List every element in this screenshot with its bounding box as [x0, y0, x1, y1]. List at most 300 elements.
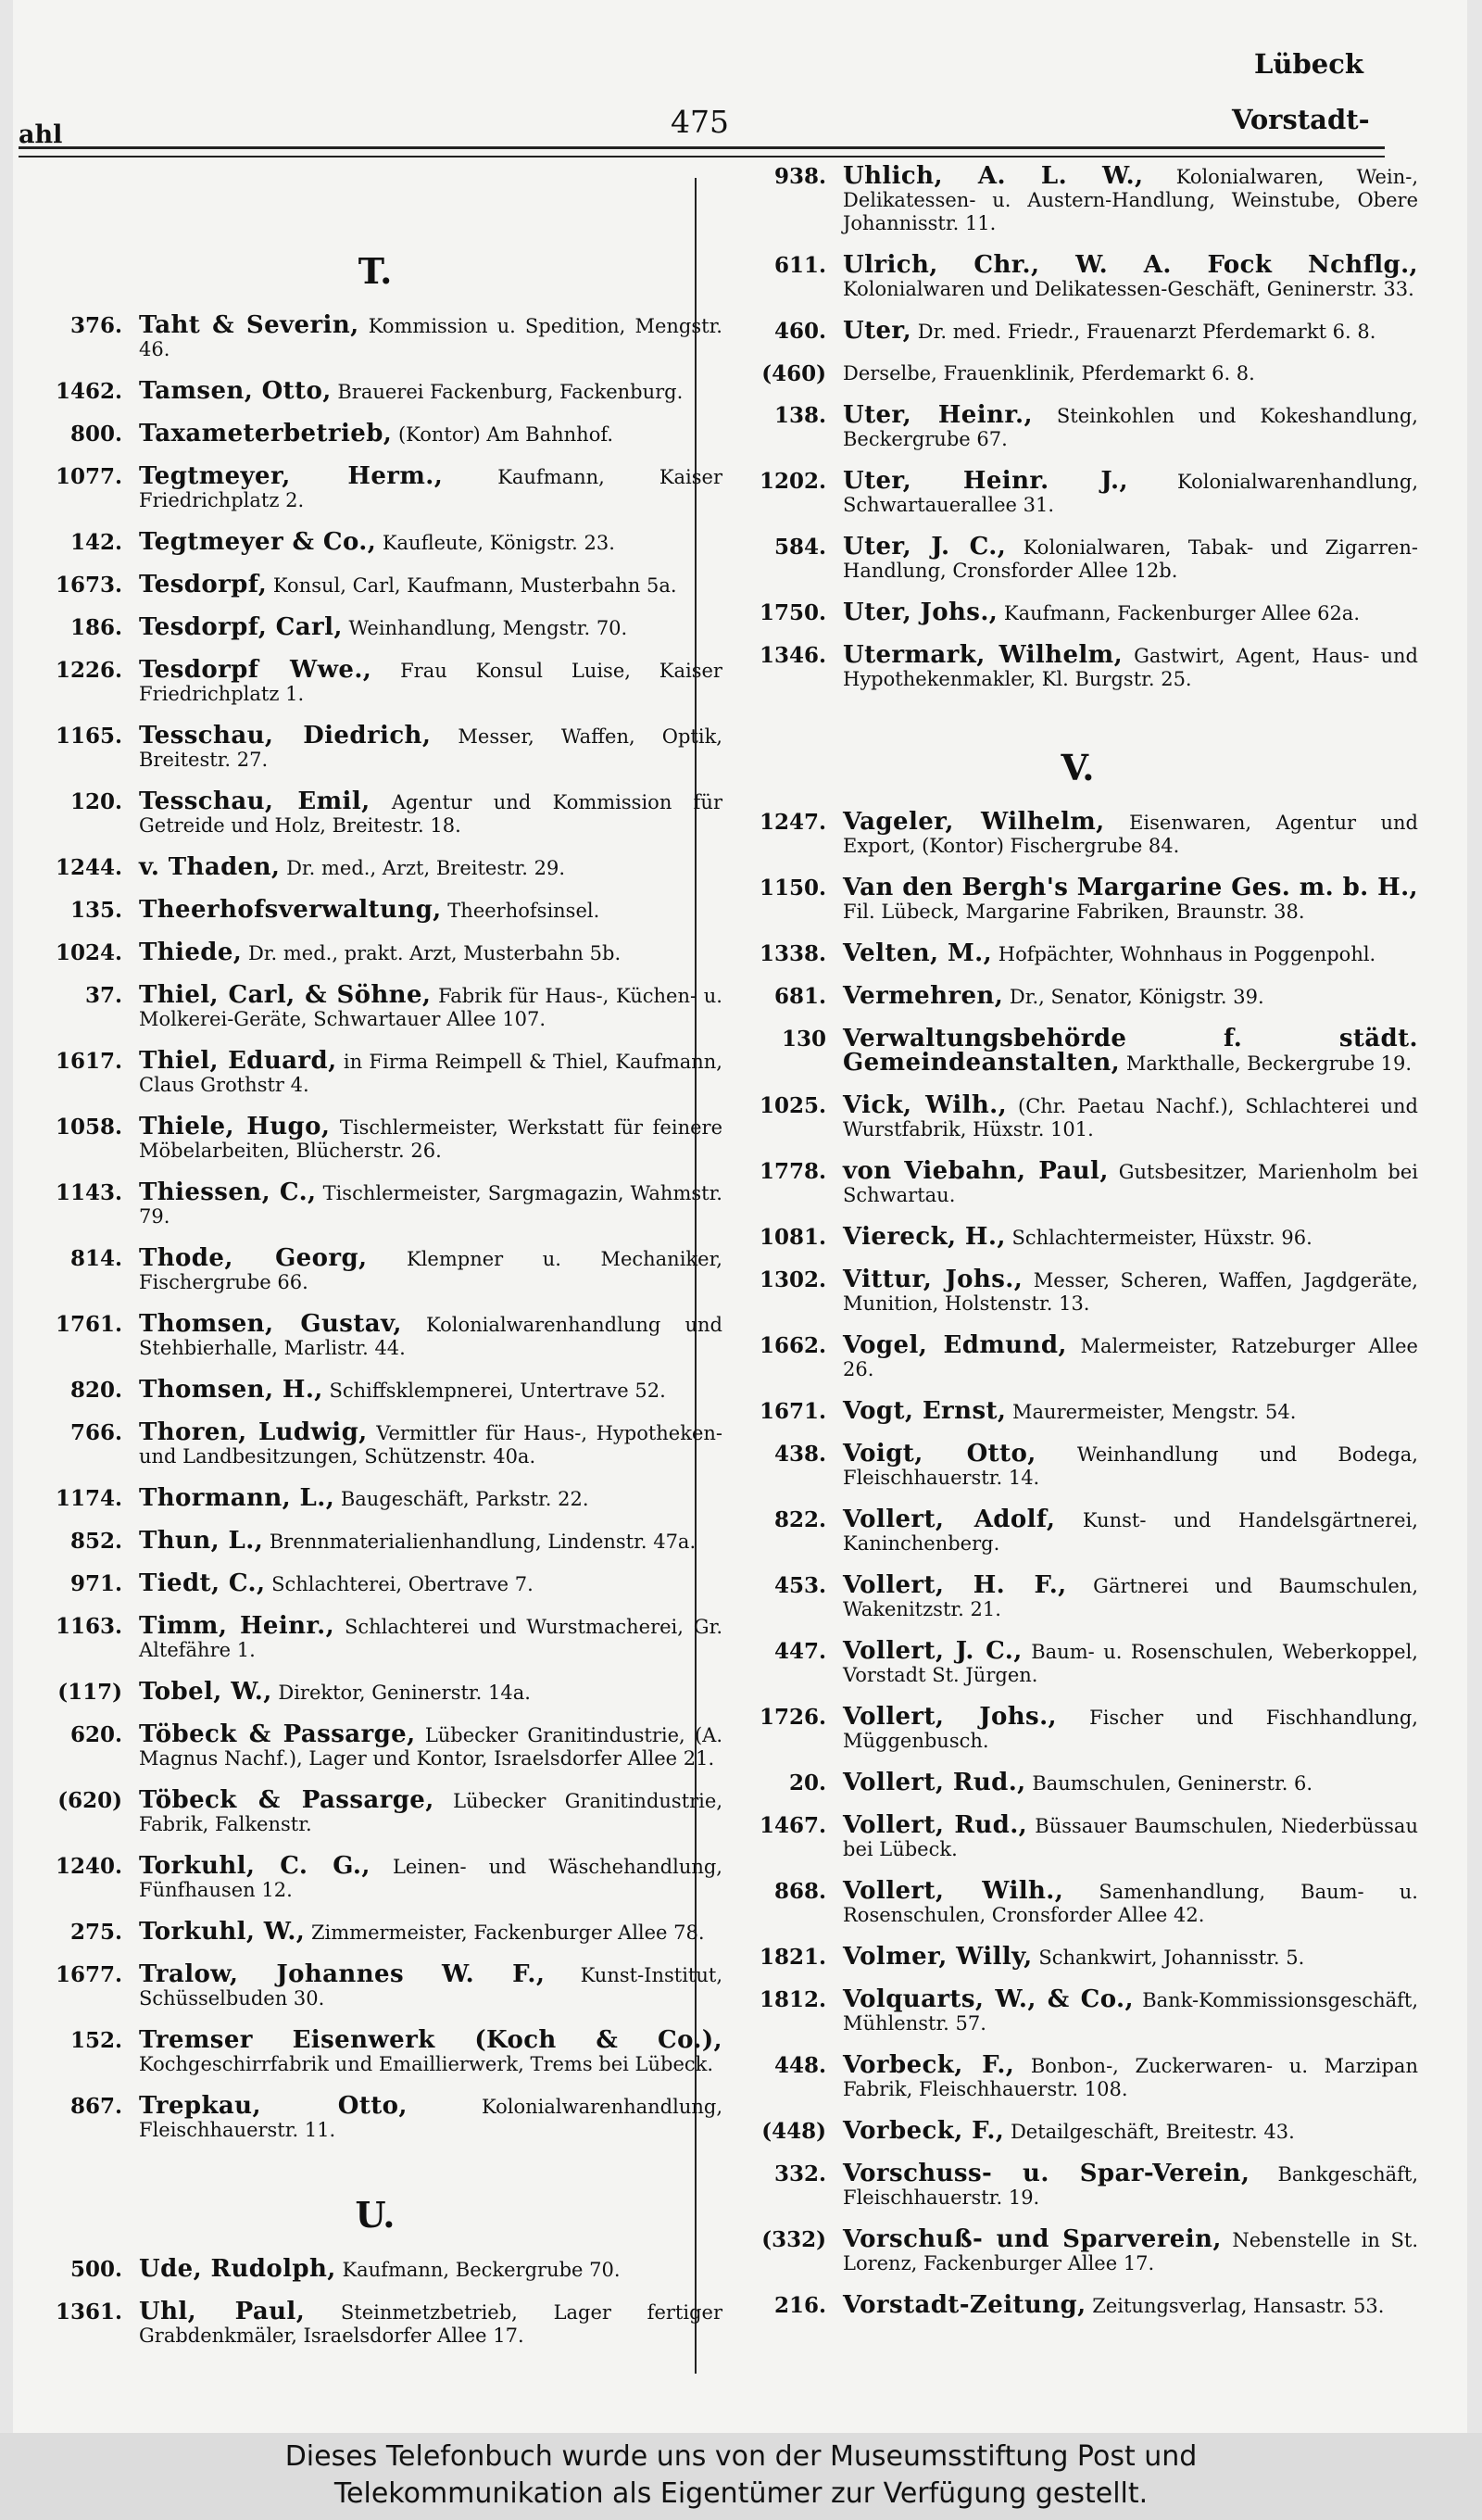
subscriber-details: Nebenstelle in St. Lorenz, Fackenburger Allee 17. — [843, 2229, 1418, 2274]
entry-text — [843, 251, 1418, 301]
entry-text — [139, 1178, 722, 1228]
entry-text — [843, 1091, 1418, 1141]
entry-text — [843, 982, 1418, 1010]
directory-entry — [737, 808, 1418, 858]
directory-entry — [28, 896, 722, 924]
subscriber-details: Schlachterei und Wurstmacherei, Gr. Altefähre 1. — [139, 1616, 722, 1661]
phone-number: 1812. — [759, 1987, 826, 2012]
header-rule — [19, 146, 1385, 149]
phone-number: 20. — [788, 1770, 826, 1796]
subscriber-name: v. Thaden, — [139, 853, 281, 881]
subscriber-details: Kaufmann, Beckergrube 70. — [342, 2259, 621, 2281]
entry-text — [843, 162, 1418, 235]
page-number: 475 — [671, 104, 729, 140]
phone-number: 611. — [773, 253, 826, 278]
subscriber-name: Vorschuss- u. Spar-Verein, — [843, 2160, 1250, 2187]
phone-number: 1240. — [55, 1854, 122, 1879]
left-column — [28, 250, 722, 2366]
footer-line-1: Dieses Telefonbuch wurde uns von der Museumsstiftung Post und — [284, 2440, 1198, 2473]
subscriber-details: Büssauer Baumschulen, Niederbüssau bei Lübeck. — [843, 1815, 1418, 1860]
subscriber-name: Uter, — [843, 317, 912, 345]
subscriber-name: Vogel, Edmund, — [843, 1331, 1067, 1359]
subscriber-details: Leinen- und Wäschehandlung, Fünfhausen 12. — [139, 1856, 722, 1901]
subscriber-details: Weinhandlung, Mengstr. 70. — [348, 617, 628, 639]
directory-entry — [737, 1811, 1418, 1861]
subscriber-details: Samenhandlung, Baum- u. Rosenschulen, Cronsforder Allee 42. — [843, 1881, 1418, 1926]
entry-text — [843, 1157, 1418, 1207]
directory-entry — [28, 1852, 722, 1902]
entry-text — [843, 1771, 1418, 1796]
directory-entry — [737, 1223, 1418, 1251]
subscriber-details: Dr. med. Friedr., Frauenarzt Pferdemarkt 6. 8. — [917, 321, 1376, 343]
subscriber-name: Thun, L., — [139, 1527, 264, 1555]
subscriber-name: Ude, Rudolph, — [139, 2255, 336, 2283]
entry-text — [139, 1484, 722, 1512]
directory-entry — [28, 790, 722, 838]
subscriber-details: Kaufmann, Kaiser Friedrichplatz 2. — [139, 466, 722, 511]
subscriber-name: Tegtmeyer, Herm., — [139, 462, 444, 490]
subscriber-details: Kolonialwarenhandlung und Stehbierhalle, Marlistr. 44. — [139, 1314, 722, 1359]
subscriber-name: Thiel, Eduard, — [139, 1047, 337, 1075]
subscriber-details: Gastwirt, Agent, Haus- und Hypothekenmakler, Kl. Burgstr. 25. — [843, 645, 1418, 690]
subscriber-name: Tesdorpf Wwe., — [139, 656, 372, 684]
subscriber-details: Dr., Senator, Königstr. 39. — [1009, 986, 1264, 1008]
subscriber-details: (Kontor) Am Bahnhof. — [397, 423, 614, 446]
subscriber-name: Uhl, Paul, — [139, 2298, 306, 2325]
directory-entry — [737, 939, 1418, 967]
subscriber-details: Messer, Scheren, Waffen, Jagdgeräte, Munition, Holstenstr. 13. — [843, 1269, 1418, 1315]
subscriber-details: Kolonialwaren, Wein-, Delikatessen- u. Austern-Handlung, Weinstube, Obere Johannisstr. 11. — [843, 166, 1418, 234]
subscriber-name: Tesschau, Emil, — [139, 788, 370, 815]
phone-number: 130 — [781, 1027, 826, 1052]
entry-text — [139, 1418, 723, 1468]
phone-number: 216. — [773, 2293, 826, 2318]
entry-text — [139, 790, 722, 838]
subscriber-name: Vollert, Rud., — [843, 1769, 1026, 1796]
phone-number: 438. — [773, 1442, 826, 1467]
subscriber-details: in Firma Reimpell & Thiel, Kaufmann, Claus Grothstr 4. — [139, 1051, 722, 1096]
entry-text — [843, 2225, 1418, 2275]
subscriber-details: Tischlermeister, Sargmagazin, Wahmstr. 79. — [139, 1182, 722, 1228]
phone-number: 1462. — [55, 379, 122, 404]
entry-text — [139, 1786, 722, 1836]
phone-number: 867. — [69, 2094, 122, 2119]
phone-number: 820. — [69, 1378, 122, 1403]
directory-entry — [28, 1720, 722, 1770]
directory-entry — [28, 1527, 722, 1555]
phone-number: 1302. — [759, 1267, 826, 1292]
subscriber-name: Tamsen, Otto, — [139, 377, 332, 405]
running-head-right: Vorstadt- — [1232, 104, 1370, 135]
phone-number: 37. — [84, 983, 122, 1008]
subscriber-details: Kolonialwarenhandlung, Fleischhauerstr. 11. — [139, 2096, 722, 2141]
entry-text — [843, 1811, 1418, 1861]
entry-text — [843, 2162, 1418, 2210]
entry-text — [843, 2051, 1418, 2101]
entry-text — [843, 641, 1418, 691]
subscriber-name: Trepkau, Otto, — [139, 2092, 408, 2120]
subscriber-name: Thode, Georg, — [139, 1244, 368, 1272]
subscriber-name: Timm, Heinr., — [139, 1612, 335, 1640]
right-column — [737, 162, 1418, 2337]
entry-text — [843, 1223, 1418, 1251]
directory-entry — [28, 1918, 722, 1946]
subscriber-details: Bankgeschäft, Fleischhauerstr. 19. — [843, 2163, 1418, 2209]
phone-number: 938. — [773, 164, 826, 189]
subscriber-details: Fil. Lübeck, Margarine Fabriken, Braunstr. 38. — [843, 901, 1305, 923]
subscriber-details: Direktor, Geninerstr. 14a. — [278, 1682, 531, 1704]
directory-entry — [737, 1508, 1418, 1556]
phone-number: (460) — [761, 361, 826, 386]
directory-entry — [28, 981, 722, 1031]
directory-entry — [737, 533, 1418, 583]
phone-number: 1163. — [55, 1614, 122, 1639]
entry-text — [139, 2255, 722, 2283]
directory-entry — [737, 641, 1418, 691]
subscriber-details: Kommission u. Spedition, Mengstr. 46. — [139, 315, 722, 360]
directory-entry — [737, 401, 1418, 451]
directory-entry — [28, 1786, 722, 1836]
subscriber-name: Verwaltungsbehörde f. städt. Gemeindeanstalten, — [843, 1025, 1418, 1077]
phone-number: 447. — [773, 1639, 826, 1664]
phone-number: (620) — [57, 1788, 122, 1813]
directory-entry — [28, 1310, 722, 1360]
entry-text — [139, 462, 722, 512]
phone-number: 1174. — [55, 1486, 122, 1511]
subscriber-details: Gärtnerei und Baumschulen, Wakenitzstr. 21. — [843, 1575, 1418, 1620]
directory-entry — [28, 853, 722, 881]
entry-text — [139, 528, 722, 556]
phone-number: 1750. — [759, 600, 826, 625]
directory-entry — [28, 528, 722, 556]
subscriber-name: Vittur, Johs., — [843, 1266, 1024, 1293]
subscriber-name: Tesdorpf, Carl, — [139, 613, 343, 641]
directory-entry — [28, 1484, 722, 1512]
subscriber-details: Tischlermeister, Werkstatt für feinere Möbelarbeiten, Blücherstr. 26. — [139, 1116, 722, 1162]
phone-number: 152. — [69, 2028, 122, 2053]
subscriber-details: Lübecker Granitindustrie, (A. Magnus Nachf.), Lager und Kontor, Israelsdorfer Allee 21. — [139, 1724, 722, 1770]
entry-text — [139, 853, 722, 881]
entry-text — [843, 1508, 1418, 1556]
entry-text — [139, 377, 722, 405]
section-t-list — [28, 311, 723, 2142]
directory-entry — [737, 876, 1418, 924]
phone-number: 584. — [773, 535, 826, 560]
phone-number: 620. — [69, 1722, 122, 1747]
phone-number: 120. — [69, 789, 122, 814]
directory-entry — [737, 162, 1418, 235]
directory-entry — [737, 598, 1418, 626]
phone-number: 852. — [69, 1529, 122, 1554]
directory-entry — [737, 2117, 1418, 2145]
entry-text — [139, 896, 722, 924]
subscriber-name: Thiele, Hugo, — [139, 1113, 331, 1140]
subscriber-name: Tobel, W., — [139, 1678, 272, 1706]
subscriber-details: Derselbe, Frauenklinik, Pferdemarkt 6. 8. — [843, 362, 1255, 384]
phone-number: 332. — [773, 2161, 826, 2186]
directory-entry — [737, 251, 1418, 301]
directory-entry — [28, 2092, 722, 2142]
entry-text — [843, 1877, 1418, 1927]
subscriber-name: Uhlich, A. L. W., — [843, 162, 1144, 190]
directory-entry — [28, 656, 722, 706]
phone-number: 822. — [773, 1507, 826, 1532]
entry-text — [139, 1527, 722, 1555]
entry-text — [139, 573, 722, 598]
phone-number: 1662. — [759, 1333, 826, 1358]
subscriber-name: Velten, M., — [843, 939, 993, 967]
subscriber-name: Vogt, Ernst, — [843, 1397, 1007, 1425]
directory-entry — [28, 311, 722, 361]
subscriber-name: Vageler, Wilhelm, — [843, 808, 1105, 836]
subscriber-name: Tesschau, Diedrich, — [139, 722, 432, 750]
directory-entry — [737, 1771, 1418, 1796]
subscriber-details: Lübecker Granitindustrie, Fabrik, Falkenstr. — [139, 1790, 722, 1835]
entry-text — [843, 2291, 1418, 2319]
subscriber-details: Dr. med., prakt. Arzt, Musterbahn 5b. — [247, 942, 622, 964]
phone-number: 138. — [773, 403, 826, 428]
subscriber-details: Baugeschäft, Parkstr. 22. — [340, 1488, 589, 1510]
entry-text — [843, 1027, 1418, 1076]
directory-entry — [737, 1157, 1418, 1207]
directory-entry — [28, 1047, 722, 1097]
directory-entry — [737, 2162, 1418, 2210]
subscriber-name: Vick, Wilh., — [843, 1091, 1008, 1119]
entry-text — [843, 1571, 1418, 1621]
section-letter-t: T. — [358, 250, 393, 292]
entry-text — [843, 1637, 1418, 1687]
entry-text — [843, 1985, 1418, 2035]
subscriber-name: Vollert, J. C., — [843, 1637, 1023, 1665]
directory-entry — [28, 1960, 722, 2010]
subscriber-details: Schankwirt, Johannisstr. 5. — [1038, 1947, 1305, 1969]
directory-entry — [737, 1877, 1418, 1927]
subscriber-details: Steinmetzbetrieb, Lager fertiger Grabdenkmäler, Israelsdorfer Allee 17. — [139, 2301, 722, 2347]
entry-text — [843, 598, 1418, 626]
entry-text — [139, 2092, 722, 2142]
subscriber-details: Kaufmann, Fackenburger Allee 62a. — [1003, 602, 1361, 624]
entry-text — [843, 1703, 1418, 1753]
entry-text — [843, 1440, 1418, 1490]
directory-entry — [737, 317, 1418, 345]
subscriber-name: Vorbeck, F., — [843, 2051, 1015, 2079]
entry-text — [139, 981, 722, 1031]
directory-entry — [737, 2291, 1418, 2319]
subscriber-name: Vorstadt-Zeitung, — [843, 2291, 1086, 2319]
subscriber-details: Klempner u. Mechaniker, Fischergrube 66. — [139, 1248, 722, 1293]
directory-entry — [28, 1178, 722, 1228]
directory-entry — [737, 2225, 1418, 2275]
directory-entry — [28, 1678, 722, 1706]
subscriber-name: Uter, J. C., — [843, 533, 1007, 561]
phone-number: 681. — [773, 984, 826, 1009]
phone-number: 1778. — [759, 1159, 826, 1184]
directory-entry — [737, 1027, 1418, 1076]
entry-text — [843, 2117, 1418, 2145]
subscriber-details: Baumschulen, Geninerstr. 6. — [1032, 1772, 1313, 1795]
subscriber-details: Konsul, Carl, Kaufmann, Musterbahn 5a. — [272, 574, 677, 597]
subscriber-name: Thormann, L., — [139, 1484, 335, 1512]
subscriber-name: Van den Bergh's Margarine Ges. m. b. H., — [843, 874, 1418, 901]
phone-number: 868. — [773, 1879, 826, 1904]
subscriber-details: Kunst-Institut, Schüsselbuden 30. — [139, 1964, 722, 2010]
subscriber-name: Tralow, Johannes W. F., — [139, 1960, 546, 1988]
phone-number: 1244. — [55, 855, 122, 880]
phone-number: 135. — [69, 898, 122, 923]
entry-text — [843, 533, 1418, 583]
directory-entry — [737, 1440, 1418, 1490]
subscriber-details: Bank-Kommissionsgeschäft, Mühlenstr. 57. — [843, 1989, 1418, 2035]
subscriber-details: Fabrik für Haus-, Küchen- u. Molkerei-Geräte, Schwartauer Allee 107. — [139, 985, 722, 1030]
subscriber-name: Theerhofsverwaltung, — [139, 896, 442, 924]
phone-number: 1226. — [55, 658, 122, 683]
subscriber-details: Bonbon-, Zuckerwaren- u. Marzipan Fabrik, Fleischhauerstr. 108. — [843, 2055, 1418, 2100]
subscriber-details: (Chr. Paetau Nachf.), Schlachterei und Wurstfabrik, Hüxstr. 101. — [843, 1095, 1418, 1140]
subscriber-name: Thoren, Ludwig, — [139, 1418, 368, 1446]
phone-number: 1202. — [759, 469, 826, 494]
directory-entry — [737, 1943, 1418, 1971]
subscriber-details: Agentur und Kommission für Getreide und Holz, Breitestr. 18. — [139, 791, 722, 837]
subscriber-name: Vollert, Johs., — [843, 1703, 1057, 1731]
phone-number: 1761. — [55, 1312, 122, 1337]
subscriber-name: Torkuhl, W., — [139, 1918, 306, 1946]
entry-text — [139, 1244, 722, 1294]
subscriber-details: Hofpächter, Wohnhaus in Poggenpohl. — [998, 943, 1376, 965]
subscriber-details: Messer, Waffen, Optik, Breitestr. 27. — [139, 725, 722, 771]
entry-text — [843, 939, 1418, 967]
subscriber-details: Kolonialwaren, Tabak- und Zigarren-Handlung, Cronsforder Allee 12b. — [843, 536, 1418, 582]
subscriber-details: Eisenwaren, Agentur und Export, (Kontor) Fischergrube 84. — [843, 812, 1418, 857]
section-u-list-left — [28, 2255, 722, 2348]
subscriber-details: Kolonialwaren und Delikatessen-Geschäft, Geninerstr. 33. — [843, 278, 1414, 300]
subscriber-name: Volmer, Willy, — [843, 1943, 1033, 1971]
directory-entry — [737, 1703, 1418, 1753]
entry-text — [139, 1115, 722, 1163]
directory-entry — [28, 1418, 723, 1468]
phone-number: 1338. — [759, 941, 826, 966]
subscriber-details: Maurermeister, Mengstr. 54. — [1012, 1401, 1297, 1423]
header-rule-thin — [19, 156, 1385, 158]
entry-text — [139, 1960, 722, 2010]
phone-number: 1165. — [55, 724, 122, 749]
subscriber-details: Theerhofsinsel. — [447, 900, 600, 922]
directory-entry — [737, 1091, 1418, 1141]
phone-number: 1150. — [759, 876, 826, 901]
subscriber-name: Töbeck & Passarge, — [139, 1720, 416, 1748]
directory-entry — [737, 1331, 1418, 1381]
directory-entry — [28, 573, 722, 598]
subscriber-details: Markthalle, Beckergrube 19. — [1125, 1052, 1413, 1075]
phone-number: 1058. — [55, 1115, 122, 1140]
entry-text — [843, 467, 1418, 517]
subscriber-name: Töbeck & Passarge, — [139, 1786, 434, 1814]
subscriber-name: Utermark, Wilhelm, — [843, 641, 1124, 669]
directory-entry — [28, 724, 722, 772]
phone-number: 1143. — [55, 1180, 122, 1205]
phone-number: 1677. — [55, 1962, 122, 1987]
running-head-left: ahl — [19, 120, 63, 149]
phone-number: 453. — [773, 1573, 826, 1598]
subscriber-details: Kolonialwarenhandlung, Schwartauerallee 31. — [843, 471, 1418, 516]
section-letter-u: U. — [355, 2194, 396, 2236]
directory-entry — [737, 1637, 1418, 1687]
phone-number: 1081. — [759, 1225, 826, 1250]
directory-entry — [28, 2300, 722, 2348]
phone-number: 142. — [69, 530, 122, 555]
subscriber-details: Fischer und Fischhandlung, Müggenbusch. — [843, 1707, 1418, 1752]
phone-number: 1025. — [759, 1093, 826, 1118]
subscriber-name: Thiede, — [139, 939, 243, 966]
directory-entry — [28, 1115, 722, 1163]
phone-number: 448. — [773, 2053, 826, 2078]
entry-text — [843, 1331, 1418, 1381]
subscriber-details: Brauerei Fackenburg, Fackenburg. — [337, 381, 684, 403]
phone-number: 1821. — [759, 1945, 826, 1970]
subscriber-name: Vollert, Wilh., — [843, 1877, 1064, 1905]
entry-text — [139, 724, 722, 772]
phone-number: 1673. — [55, 573, 122, 598]
phone-number: 971. — [69, 1571, 122, 1596]
entry-text — [139, 941, 722, 965]
entry-text — [843, 362, 1418, 385]
footer-notice — [0, 2433, 1482, 2520]
subscriber-details: Baum- u. Rosenschulen, Weberkoppel, Vorstadt St. Jürgen. — [843, 1641, 1418, 1686]
directory-entry — [737, 1268, 1418, 1316]
subscriber-details: Frau Konsul Luise, Kaiser Friedrichplatz 1. — [139, 660, 722, 705]
subscriber-name: Vorschuß- und Sparverein, — [843, 2225, 1222, 2253]
subscriber-details: Steinkohlen und Kokeshandlung, Beckergrube 67. — [843, 405, 1418, 450]
entry-text — [139, 1047, 722, 1097]
directory-entry — [28, 613, 722, 641]
subscriber-name: Volquarts, W., & Co., — [843, 1985, 1134, 2013]
subscriber-name: Thomsen, H., — [139, 1376, 323, 1404]
phone-number: 1247. — [759, 810, 826, 835]
entry-text — [139, 1310, 722, 1360]
phone-number: 1467. — [759, 1813, 826, 1838]
directory-page — [13, 0, 1467, 2433]
subscriber-details: Zimmermeister, Fackenburger Allee 78. — [310, 1922, 705, 1944]
phone-number: (117) — [57, 1680, 122, 1705]
entry-text — [139, 311, 722, 361]
phone-number: (448) — [761, 2119, 826, 2144]
phone-number: 1671. — [759, 1399, 826, 1424]
entry-text — [139, 613, 722, 641]
directory-entry — [28, 1376, 722, 1404]
subscriber-name: Tesdorpf, — [139, 571, 268, 598]
entry-text — [139, 422, 722, 447]
subscriber-details: Kaufleute, Königstr. 23. — [382, 532, 615, 554]
directory-entry — [737, 2051, 1418, 2101]
phone-number: 1077. — [55, 464, 122, 489]
directory-entry — [737, 1397, 1418, 1425]
section-letter-v: V. — [1061, 747, 1095, 788]
subscriber-details: Schiffsklempnerei, Untertrave 52. — [329, 1380, 666, 1402]
subscriber-name: Tiedt, C., — [139, 1569, 266, 1597]
directory-entry — [28, 462, 722, 512]
directory-entry — [28, 2255, 722, 2283]
subscriber-details: Dr. med., Arzt, Breitestr. 29. — [286, 857, 566, 879]
subscriber-name: Thiel, Carl, & Söhne, — [139, 981, 432, 1009]
entry-text — [843, 317, 1418, 345]
subscriber-details: Kunst- und Handelsgärtnerei, Kaninchenberg. — [843, 1509, 1418, 1555]
phone-number: 275. — [69, 1920, 122, 1945]
subscriber-details: Gutsbesitzer, Marienholm bei Schwartau. — [843, 1161, 1418, 1206]
directory-entry — [737, 362, 1418, 385]
subscriber-details: Detailgeschäft, Breitestr. 43. — [1010, 2121, 1295, 2143]
phone-number: 1726. — [759, 1705, 826, 1730]
subscriber-details: Schlachtermeister, Hüxstr. 96. — [1011, 1227, 1312, 1249]
entry-text — [139, 2300, 722, 2348]
